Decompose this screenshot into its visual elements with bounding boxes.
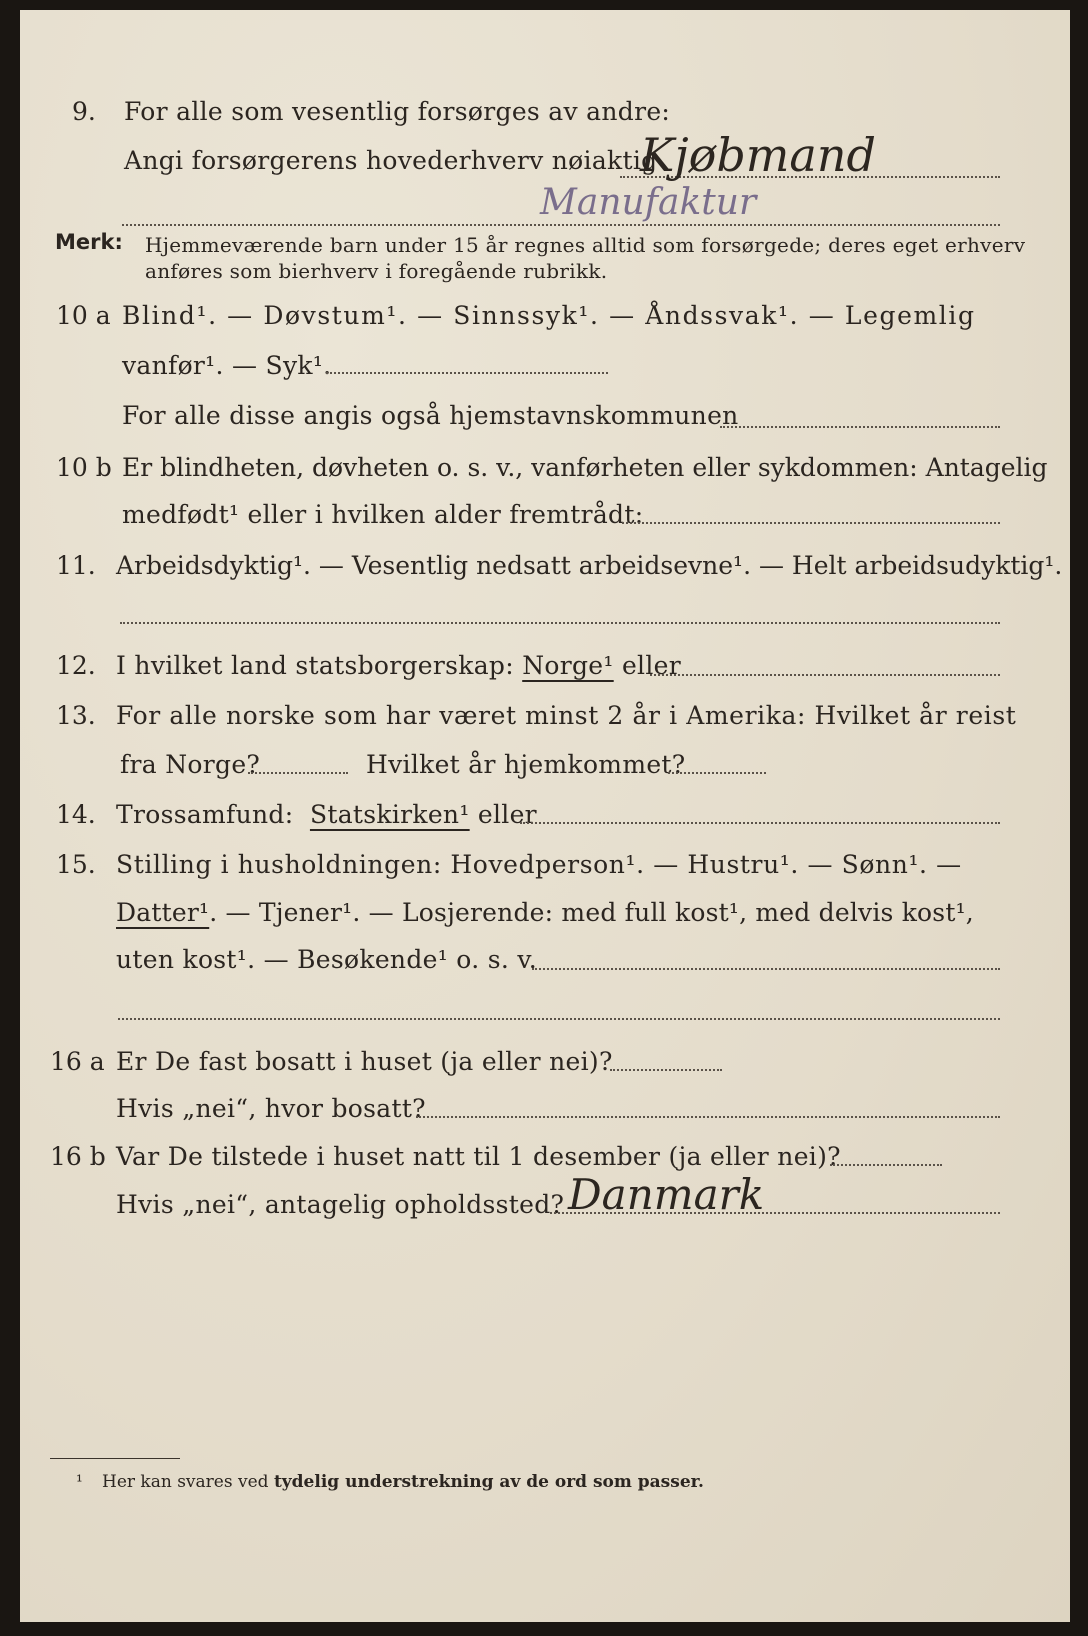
q15-answer-line-2 [118, 1018, 1000, 1020]
q9-answer-line-2 [122, 224, 1000, 226]
q12-suffix: eller [621, 651, 681, 680]
q13-answer-line-1 [248, 772, 348, 774]
q9-handwritten-branch: Manufaktur [540, 182, 757, 223]
q10a-answer-line-2 [720, 426, 1000, 428]
q13-line-1: For alle norske som har været minst 2 år i Amerika: Hvilket år reist [116, 701, 1017, 730]
q15-answer-line-1 [532, 968, 1000, 970]
q16a-number: 16 a [50, 1047, 105, 1076]
q10a-line-3: For alle disse angis også hjemstavnskommunen [122, 401, 739, 430]
footnote-plain: Her kan svares ved [102, 1472, 269, 1492]
merk-line-2: anføres som bierhverv i foregående rubrikk. [145, 259, 608, 283]
q14-statskirken-underlined: Statskirken¹ [309, 800, 470, 829]
q12-text [116, 651, 681, 680]
footnote-text [102, 1472, 704, 1492]
q10a-answer-line-1 [326, 372, 608, 374]
q10b-answer-line [622, 522, 1000, 524]
q11-number: 11. [56, 551, 96, 580]
q12-prefix: I hvilket land statsborgerskap: [116, 651, 514, 680]
q15-number: 15. [56, 850, 96, 879]
footnote-mark: ¹ [76, 1472, 83, 1492]
q11-answer-line [120, 622, 1000, 624]
q14-answer-line [520, 822, 1000, 824]
q14-prefix: Trossamfund: [116, 800, 294, 829]
q16a-answer-line-1 [610, 1069, 722, 1071]
q13-line-2a: fra Norge? [120, 750, 261, 779]
q13-line-2b: Hvilket år hjemkommet? [366, 750, 686, 779]
q9-number: 9. [72, 97, 96, 126]
q10a-number: 10 a [56, 301, 111, 330]
q10b-number: 10 b [56, 453, 112, 482]
q10a-line-2: vanfør¹. — Syk¹. [122, 351, 332, 380]
q16a-line-1: Er De fast bosatt i huset (ja eller nei)? [116, 1047, 613, 1076]
q10b-line-1: Er blindheten, døvheten o. s. v., vanførheten eller sykdommen: Antagelig [122, 453, 1048, 482]
q10a-line-1: Blind¹. — Døvstum¹. — Sinnssyk¹. — Åndssvak¹. — Legemlig [122, 301, 976, 330]
q11-line-1: Arbeidsdyktig¹. — Vesentlig nedsatt arbeidsevne¹. — Helt arbeidsudyktig¹. [116, 551, 1063, 580]
q9-line-2: Angi forsørgerens hovederhverv nøiaktig [124, 146, 658, 175]
q12-number: 12. [56, 651, 96, 680]
footnote-rule [50, 1458, 180, 1459]
q15-datter-underlined: Datter¹ [116, 898, 210, 927]
census-form-page [20, 10, 1070, 1622]
q16b-handwritten-place: Danmark [568, 1170, 765, 1219]
q13-answer-line-2 [668, 772, 766, 774]
q12-norge-underlined: Norge¹ [522, 651, 614, 680]
q10b-line-2: medfødt¹ eller i hvilken alder fremtrådt: [122, 500, 644, 529]
q16a-line-2: Hvis „nei“, hvor bosatt? [116, 1094, 426, 1123]
merk-line-1: Hjemmeværende barn under 15 år regnes alltid som forsørgede; deres eget erhverv [145, 233, 1026, 257]
q15-line-1: Stilling i husholdningen: Hovedperson¹. — Hustru¹. — Sønn¹. — [116, 850, 962, 879]
q15-line-3: uten kost¹. — Besøkende¹ o. s. v. [116, 945, 538, 974]
q15-line-2 [116, 898, 974, 927]
q12-answer-line [650, 674, 1000, 676]
q9-handwritten-occupation: Kjøbmand [640, 128, 876, 182]
q16a-answer-line-2 [416, 1116, 1000, 1118]
q9-line-1: For alle som vesentlig forsørges av andre: [124, 97, 671, 126]
q14-text [116, 800, 537, 829]
footnote-bold: tydelig understrekning av de ord som passer. [273, 1472, 704, 1492]
q16b-line-1: Var De tilstede i huset natt til 1 desember (ja eller nei)? [116, 1142, 841, 1171]
merk-label: Merk: [55, 230, 123, 254]
q16b-number: 16 b [50, 1142, 106, 1171]
q15-line-2-rest: . — Tjener¹. — Losjerende: med full kost¹, med delvis kost¹, [209, 898, 974, 927]
q16b-line-2: Hvis „nei“, antagelig opholdssted? [116, 1190, 565, 1219]
q14-suffix: eller [477, 800, 537, 829]
q13-number: 13. [56, 701, 96, 730]
q16b-answer-line-1 [830, 1164, 942, 1166]
q14-number: 14. [56, 800, 96, 829]
